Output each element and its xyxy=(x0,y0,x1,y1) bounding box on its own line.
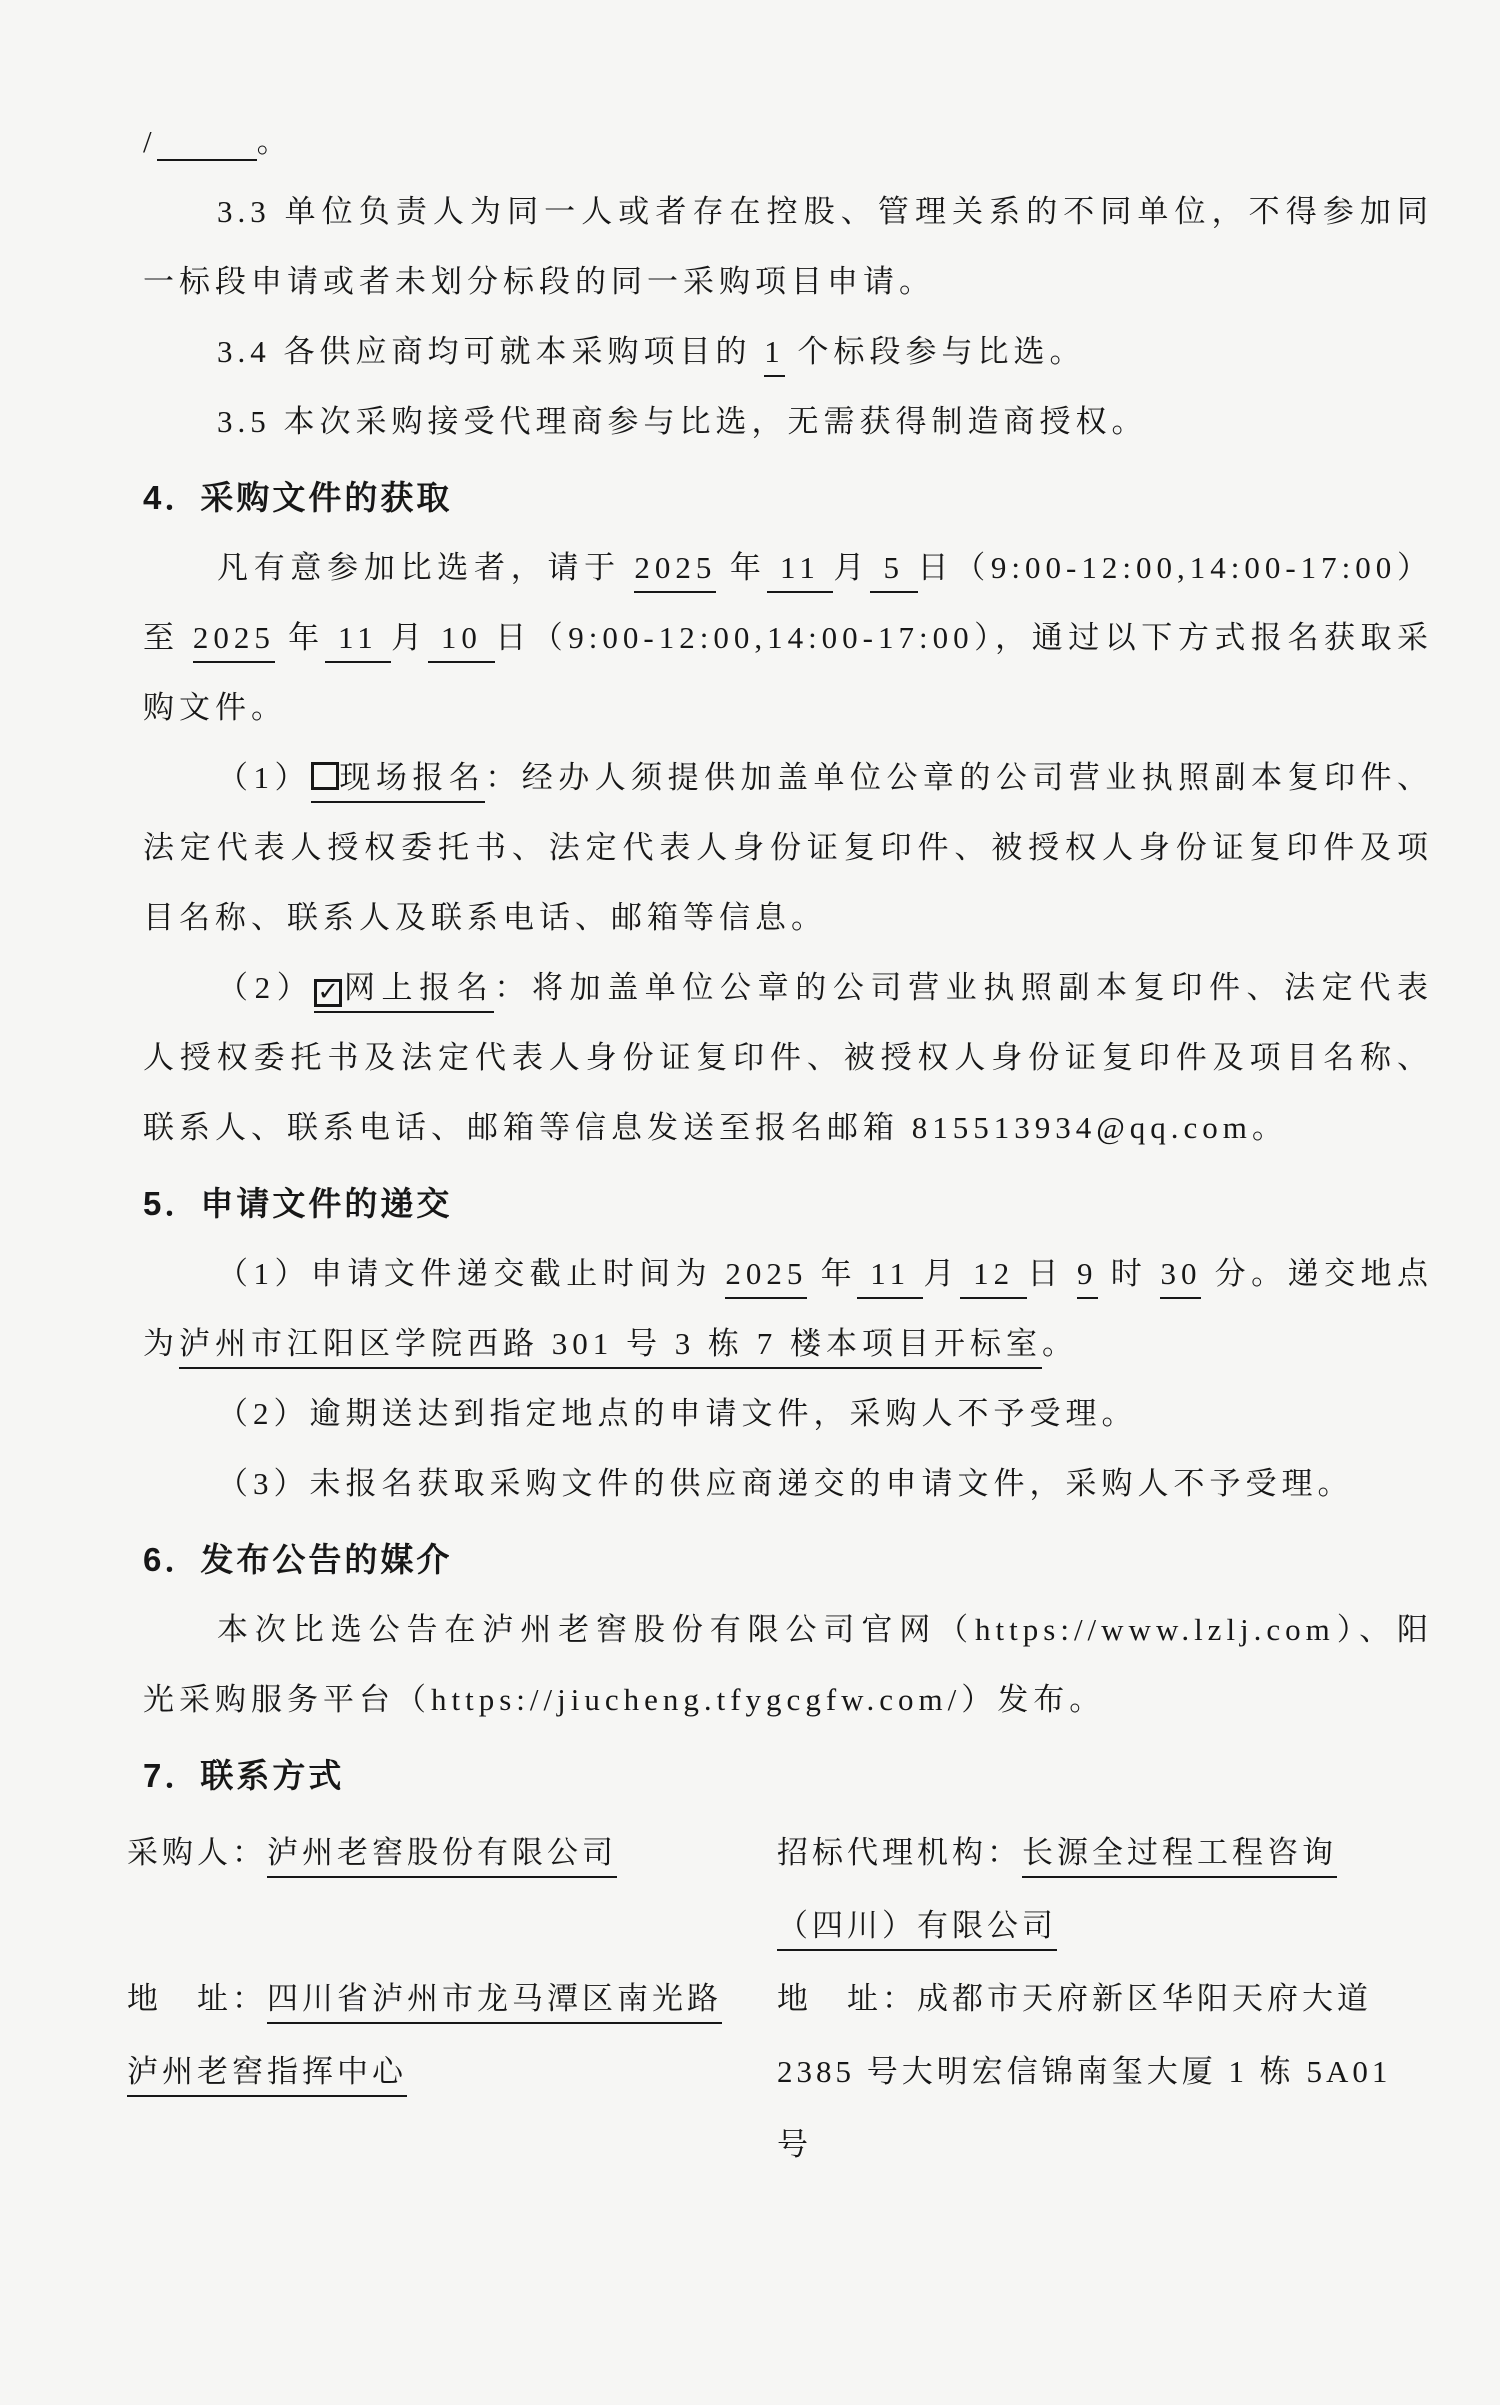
text-run: 5．申请文件的递交 xyxy=(143,1185,453,1222)
contact-column-left xyxy=(127,1816,777,2181)
underlined-text: 11 xyxy=(325,620,391,663)
section-5-heading xyxy=(143,1169,1433,1239)
text-run: 购文件。 xyxy=(143,690,287,725)
contact-column-right xyxy=(777,1816,1433,2181)
text-run: 6．发布公告的媒介 xyxy=(143,1541,453,1578)
text-run: 3.3 单位负责人为同一人或者存在控股、管理关系的不同单位，不得参加同 xyxy=(217,194,1433,229)
text-run: 法定代表人授权委托书、法定代表人身份证复印件、被授权人身份证复印件及项 xyxy=(143,830,1433,865)
clause-3-5 xyxy=(143,387,1433,457)
contact-line-right-5 xyxy=(777,2108,1433,2181)
underlined-text: 泸州市江阳区学院西路 301 号 3 栋 7 楼本项目开标室 xyxy=(179,1326,1042,1369)
underlined-text xyxy=(314,970,342,1013)
contact-line-left-2 xyxy=(127,1889,777,1962)
text-run: 成都市天府新区华阳天府大道 xyxy=(917,1981,1372,2016)
clause-4-1-line-1 xyxy=(143,743,1433,813)
section-6-intro-line-1 xyxy=(143,1595,1433,1665)
section-4-heading xyxy=(143,463,1433,533)
underlined-text: 1 xyxy=(764,334,785,377)
text-run: 2385 号大明宏信锦南玺大厦 1 栋 5A01 xyxy=(777,2054,1392,2089)
clause-4-2-line-2 xyxy=(143,1023,1433,1093)
text-run: （2）逾期送达到指定地点的申请文件，采购人不予受理。 xyxy=(217,1396,1138,1431)
checked-checkbox-icon: ✓ xyxy=(314,979,342,1007)
text-run: （1）申请文件递交截止时间为 xyxy=(217,1256,726,1291)
clause-5-1-line-1 xyxy=(143,1239,1433,1309)
text-run: 个标段参与比选。 xyxy=(784,334,1086,369)
contact-line-right-4 xyxy=(777,2035,1433,2108)
underlined-text: 9 xyxy=(1077,1256,1098,1299)
underlined-text: 2025 xyxy=(193,620,275,663)
text-run: 联系人、联系电话、邮箱等信息发送至报名邮箱 815513934@qq.com。 xyxy=(143,1110,1288,1145)
clause-5-2 xyxy=(143,1379,1433,1449)
underlined-text: 2025 xyxy=(634,550,716,593)
underlined-text: 12 xyxy=(960,1256,1027,1299)
underlined-text: 2025 xyxy=(725,1256,807,1299)
clause-5-1-line-2 xyxy=(143,1309,1433,1379)
document-body xyxy=(127,107,1433,1811)
section-4-intro-line-2 xyxy=(143,603,1433,673)
underlined-text: 30 xyxy=(1160,1256,1201,1299)
underlined-text: 长源全过程工程咨询 xyxy=(1022,1835,1337,1878)
text-run: （2） xyxy=(217,970,315,1005)
clause-4-2-line-1 xyxy=(143,953,1433,1023)
text-run: 。 xyxy=(1042,1326,1078,1361)
underlined-text: 11 xyxy=(767,550,834,593)
text-run: 号 xyxy=(777,2127,812,2162)
continuation-blank-line xyxy=(143,107,1433,177)
text-run: 年 xyxy=(716,550,767,585)
text-run: 7．联系方式 xyxy=(143,1757,345,1794)
text-run: 目名称、联系人及联系电话、邮箱等信息。 xyxy=(143,900,827,935)
text-run: （1） xyxy=(217,760,311,795)
text-run: 人授权委托书及法定代表人身份证复印件、被授权人身份证复印件及项目名称、 xyxy=(143,1040,1433,1075)
underlined-text: 10 xyxy=(428,620,496,663)
underlined-text xyxy=(311,760,339,803)
text-run: 。 xyxy=(256,124,293,159)
contact-line-left-4 xyxy=(127,2035,777,2108)
clause-3-3-line-2 xyxy=(143,247,1433,317)
underlined-text: （四川）有限公司 xyxy=(777,1908,1057,1951)
clause-4-2-line-3 xyxy=(143,1093,1433,1163)
text-run: ：将加盖单位公章的公司营业执照副本复印件、法定代表 xyxy=(494,970,1433,1005)
text-run: 月 xyxy=(833,550,871,585)
underlined-text: 5 xyxy=(870,550,917,593)
clause-4-1-line-2 xyxy=(143,813,1433,883)
underlined-text: 泸州老窖股份有限公司 xyxy=(267,1835,617,1878)
text-run: 分。递交地点 xyxy=(1201,1256,1434,1291)
text-run: 月 xyxy=(923,1256,960,1291)
text-run: 年 xyxy=(807,1256,858,1291)
text-run: 3.5 本次采购接受代理商参与比选，无需获得制造商授权。 xyxy=(217,404,1148,439)
contact-line-left-1 xyxy=(127,1816,777,1889)
text-run: 日 xyxy=(1027,1256,1078,1291)
underlined-text: 现场报名 xyxy=(339,760,485,803)
text-run: 凡有意参加比选者，请于 xyxy=(217,550,635,585)
empty-checkbox-icon xyxy=(311,762,339,790)
contact-line-right-1 xyxy=(777,1816,1433,1889)
blank-underline-field xyxy=(157,127,257,161)
text-run: 地 址： xyxy=(127,1981,267,2016)
section-7-heading xyxy=(143,1741,1433,1811)
contact-section xyxy=(127,1816,1433,2181)
text-run: （3）未报名获取采购文件的供应商递交的申请文件，采购人不予受理。 xyxy=(217,1466,1354,1501)
contact-line-left-3 xyxy=(127,1962,777,2035)
section-6-heading xyxy=(143,1525,1433,1595)
text-run: 本次比选公告在泸州老窖股份有限公司官网（https://www.lzlj.com）、阳 xyxy=(217,1612,1433,1647)
underlined-text: 11 xyxy=(857,1256,923,1299)
text-run: 光采购服务平台（https://jiucheng.tfygcgfw.com/）发布。 xyxy=(143,1682,1106,1717)
text-run: 一标段申请或者未划分标段的同一采购项目申请。 xyxy=(143,264,935,299)
text-run: 时 xyxy=(1097,1256,1161,1291)
text-run: 日（9:00-12:00,14:00-17:00），通过以下方式报名获取采 xyxy=(495,620,1434,655)
text-run: / xyxy=(143,124,157,159)
text-run: 地 址： xyxy=(777,1981,917,2016)
clause-3-4 xyxy=(143,317,1433,387)
clause-4-1-line-3 xyxy=(143,883,1433,953)
clause-5-3 xyxy=(143,1449,1433,1519)
underlined-text: 网上报名 xyxy=(342,970,494,1013)
underlined-text: 四川省泸州市龙马潭区南光路 xyxy=(267,1981,722,2024)
contact-line-right-2 xyxy=(777,1889,1433,1962)
text-run: 至 xyxy=(143,620,193,655)
text-run: 3.4 各供应商均可就本采购项目的 xyxy=(217,334,765,369)
text-run: 4．采购文件的获取 xyxy=(143,479,453,516)
contact-line-right-3 xyxy=(777,1962,1433,2035)
underlined-text: 泸州老窖指挥中心 xyxy=(127,2054,407,2097)
text-run: 为 xyxy=(143,1326,179,1361)
text-run: 招标代理机构： xyxy=(777,1835,1022,1870)
text-run: 日（9:00-12:00,14:00-17:00） xyxy=(917,550,1433,585)
text-run: 采购人： xyxy=(127,1835,267,1870)
clause-3-3-line-1 xyxy=(143,177,1433,247)
text-run: 年 xyxy=(274,620,325,655)
contact-line-left-5 xyxy=(127,2108,777,2181)
section-4-intro-line-3 xyxy=(143,673,1433,743)
section-6-intro-line-2 xyxy=(143,1665,1433,1735)
text-run: ：经办人须提供加盖单位公章的公司营业执照副本复印件、 xyxy=(485,760,1434,795)
section-4-intro-line-1 xyxy=(143,533,1433,603)
text-run: 月 xyxy=(391,620,428,655)
